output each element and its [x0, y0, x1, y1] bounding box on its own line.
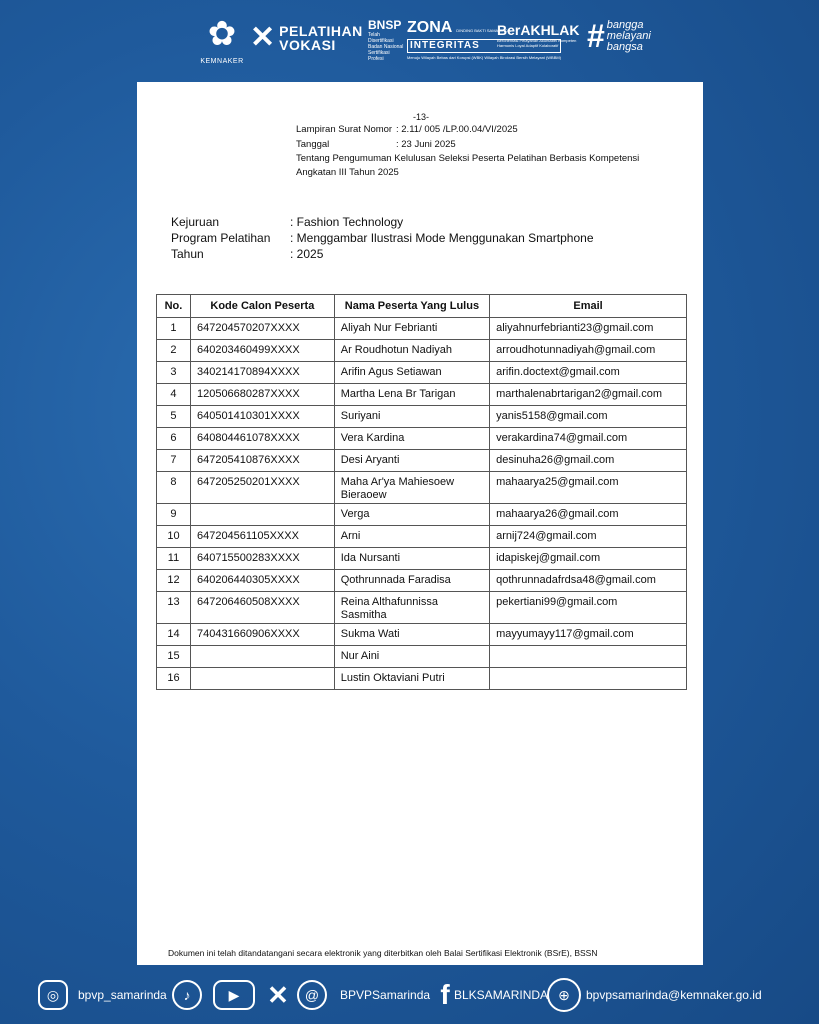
cell-email	[490, 646, 687, 668]
cell-email: arnij724@gmail.com	[490, 526, 687, 548]
email-address[interactable]: bpvpsamarinda@kemnaker.go.id	[586, 988, 762, 1002]
bangga-text: bangga	[606, 19, 644, 31]
instagram-handle[interactable]: bpvp_samarinda	[78, 988, 167, 1002]
tentang-text: Tentang Pengumuman Kelulusan Seleksi Peserta Pelatihan Berbasis Kompetensi Angkatan III Tahun 2025	[296, 153, 640, 178]
cell-kode: 640203460499XXXX	[190, 340, 334, 362]
cell-email: aliyahnurfebrianti23@gmail.com	[490, 318, 687, 340]
youtube-icon[interactable]: ▶	[213, 980, 255, 1010]
cell-no: 11	[157, 548, 191, 570]
tiktok-icon[interactable]: ♪	[172, 980, 202, 1010]
integritas-text: INTEGRITAS	[407, 39, 561, 53]
cell-no: 16	[157, 668, 191, 690]
cell-kode: 647205250201XXXX	[190, 472, 334, 504]
cell-kode: 640501410301XXXX	[190, 406, 334, 428]
cell-no: 13	[157, 592, 191, 624]
cell-email: arifin.doctext@gmail.com	[490, 362, 687, 384]
cell-kode: 740431660906XXXX	[190, 624, 334, 646]
table-header-row	[157, 295, 687, 318]
zona-small-text: DINDING BAKTI SAMARINDA	[456, 28, 511, 33]
melayani-text: melayani	[606, 30, 651, 42]
cell-nama: Ar Roudhotun Nadiyah	[334, 340, 489, 362]
program-line	[171, 231, 594, 245]
berakhlak-text: BerAKHLAK	[497, 22, 580, 38]
cell-email: verakardina74@gmail.com	[490, 428, 687, 450]
cell-email: marthalenabrtarigan2@gmail.com	[490, 384, 687, 406]
cell-email: desinuha26@gmail.com	[490, 450, 687, 472]
cell-nama: Lustin Oktaviani Putri	[334, 668, 489, 690]
table-row	[157, 340, 687, 362]
cell-kode	[190, 646, 334, 668]
zona-text: ZONA	[407, 19, 452, 36]
bnsp-subtext: Telah Disertifikasi Badan Nasional Sertifikasi Profesi	[368, 32, 404, 62]
facebook-icon[interactable]: f	[440, 979, 450, 1010]
lampiran-line	[296, 124, 518, 135]
table-row	[157, 504, 687, 526]
cell-no: 7	[157, 450, 191, 472]
participant-table	[156, 294, 687, 690]
lampiran-value: : 2.11/ 005 /LP.00.04/VI/2025	[396, 124, 518, 135]
cell-nama: Martha Lena Br Tarigan	[334, 384, 489, 406]
cell-no: 4	[157, 384, 191, 406]
kejuruan-line	[171, 215, 403, 229]
table-row	[157, 624, 687, 646]
cell-nama: Sukma Wati	[334, 624, 489, 646]
berakhlak-subtext: Berorientasi Pelayanan Akuntabel Kompeten Harmonis Loyal Adaptif Kolaboratif	[497, 38, 577, 48]
cell-kode	[190, 504, 334, 526]
cell-email: pekertiani99@gmail.com	[490, 592, 687, 624]
cell-nama: Aliyah Nur Febrianti	[334, 318, 489, 340]
table-row	[157, 406, 687, 428]
table-row	[157, 318, 687, 340]
cell-nama: Nur Aini	[334, 646, 489, 668]
cell-kode	[190, 668, 334, 690]
table-row	[157, 450, 687, 472]
cell-nama: Vera Kardina	[334, 428, 489, 450]
cell-nama: Ida Nursanti	[334, 548, 489, 570]
cell-email: mahaarya25@gmail.com	[490, 472, 687, 504]
cell-no: 12	[157, 570, 191, 592]
cell-email: arroudhotunnadiyah@gmail.com	[490, 340, 687, 362]
program-value: : Menggambar Ilustrasi Mode Menggunakan Smartphone	[290, 231, 594, 245]
bnsp-logo	[368, 18, 404, 62]
cell-no: 3	[157, 362, 191, 384]
table-row	[157, 668, 687, 690]
cell-no: 8	[157, 472, 191, 504]
cell-email: idapiskej@gmail.com	[490, 548, 687, 570]
cell-nama: Reina Althafunnissa Sasmitha	[334, 592, 489, 624]
cell-no: 5	[157, 406, 191, 428]
page-number: -13-	[413, 112, 430, 122]
cell-no: 2	[157, 340, 191, 362]
signature-footnote: Dokumen ini telah ditandatangani secara elektronik yang diterbitkan oleh Balai Sertifikasi Elektronik (BSrE), BSSN	[168, 948, 598, 958]
kemnaker-emblem-icon: ✿	[207, 15, 237, 53]
cell-kode: 640715500283XXXX	[190, 548, 334, 570]
cell-email: mayyumayy117@gmail.com	[490, 624, 687, 646]
cell-nama: Suriyani	[334, 406, 489, 428]
hashtag-icon: #	[587, 18, 605, 54]
cell-nama: Verga	[334, 504, 489, 526]
cell-email: qothrunnadafrdsa48@gmail.com	[490, 570, 687, 592]
vokasi-mark-icon: ✕	[250, 21, 276, 54]
social-footer	[0, 968, 819, 1024]
cell-kode: 647206460508XXXX	[190, 592, 334, 624]
program-label: Program Pelatihan	[171, 231, 271, 245]
cell-nama: Arifin Agus Setiawan	[334, 362, 489, 384]
tahun-line	[171, 247, 323, 261]
kemnaker-logo	[198, 16, 246, 65]
cell-kode: 640804461078XXXX	[190, 428, 334, 450]
table-row	[157, 526, 687, 548]
cell-nama: Qothrunnada Faradisa	[334, 570, 489, 592]
cell-email	[490, 668, 687, 690]
cell-nama: Arni	[334, 526, 489, 548]
kejuruan-label: Kejuruan	[171, 215, 220, 229]
x-icon[interactable]: ✕	[267, 979, 289, 1010]
tanggal-line	[296, 139, 456, 150]
tahun-label: Tahun	[171, 247, 204, 261]
header-kode: Kode Calon Peserta	[190, 295, 334, 318]
table-row	[157, 592, 687, 624]
tahun-value: : 2025	[290, 247, 324, 261]
header-nama: Nama Peserta Yang Lulus	[334, 295, 489, 318]
cell-kode: 647204561105XXXX	[190, 526, 334, 548]
lampiran-label: Lampiran Surat Nomor	[296, 124, 393, 135]
bangga-melayani-logo	[587, 18, 651, 55]
cell-kode: 340214170894XXXX	[190, 362, 334, 384]
table-row	[157, 646, 687, 668]
cell-kode: 647205410876XXXX	[190, 450, 334, 472]
cell-no: 10	[157, 526, 191, 548]
cell-no: 9	[157, 504, 191, 526]
tanggal-label: Tanggal	[296, 139, 330, 150]
bangsa-text: bangsa	[606, 41, 643, 53]
table-row	[157, 362, 687, 384]
document-page	[137, 82, 703, 965]
facebook-handle[interactable]: BLKSAMARINDA	[454, 988, 549, 1002]
tanggal-value: : 23 Juni 2025	[396, 139, 456, 150]
pelatihan-vokasi-logo	[250, 20, 363, 55]
bpvpsamarinda-handle[interactable]: BPVPSamarinda	[340, 988, 431, 1002]
cell-no: 6	[157, 428, 191, 450]
cell-nama: Desi Aryanti	[334, 450, 489, 472]
kemnaker-text: KEMNAKER	[200, 58, 244, 65]
table-row	[157, 384, 687, 406]
cell-kode: 640206440305XXXX	[190, 570, 334, 592]
bnsp-text: BNSP	[368, 18, 402, 32]
table-row	[157, 428, 687, 450]
globe-icon[interactable]: ⊕	[547, 978, 581, 1012]
cell-no: 14	[157, 624, 191, 646]
cell-email: yanis5158@gmail.com	[490, 406, 687, 428]
header-logos	[0, 0, 819, 80]
kejuruan-value: : Fashion Technology	[290, 215, 404, 229]
header-email: Email	[490, 295, 687, 318]
cell-no: 15	[157, 646, 191, 668]
cell-kode: 647204570207XXXX	[190, 318, 334, 340]
table-row	[157, 472, 687, 504]
header-no: No.	[157, 295, 191, 318]
instagram-icon[interactable]: ◎	[38, 980, 68, 1010]
cell-kode: 120506680287XXXX	[190, 384, 334, 406]
berakhlak-logo	[497, 22, 583, 48]
table-row	[157, 548, 687, 570]
table-row	[157, 570, 687, 592]
pelatihan-text: PELATIHAN	[279, 22, 363, 39]
cell-email: mahaarya26@gmail.com	[490, 504, 687, 526]
threads-icon[interactable]: @	[297, 980, 327, 1010]
cell-no: 1	[157, 318, 191, 340]
zona-subtext: Menuju Wilayah Bebas dari Korupsi (WBK) Wilayah Birokrasi Bersih Melayani (WBBM)	[407, 55, 562, 60]
cell-nama: Maha Ar'ya Mahiesoew Bieraoew	[334, 472, 489, 504]
vokasi-text: VOKASI	[279, 36, 336, 53]
